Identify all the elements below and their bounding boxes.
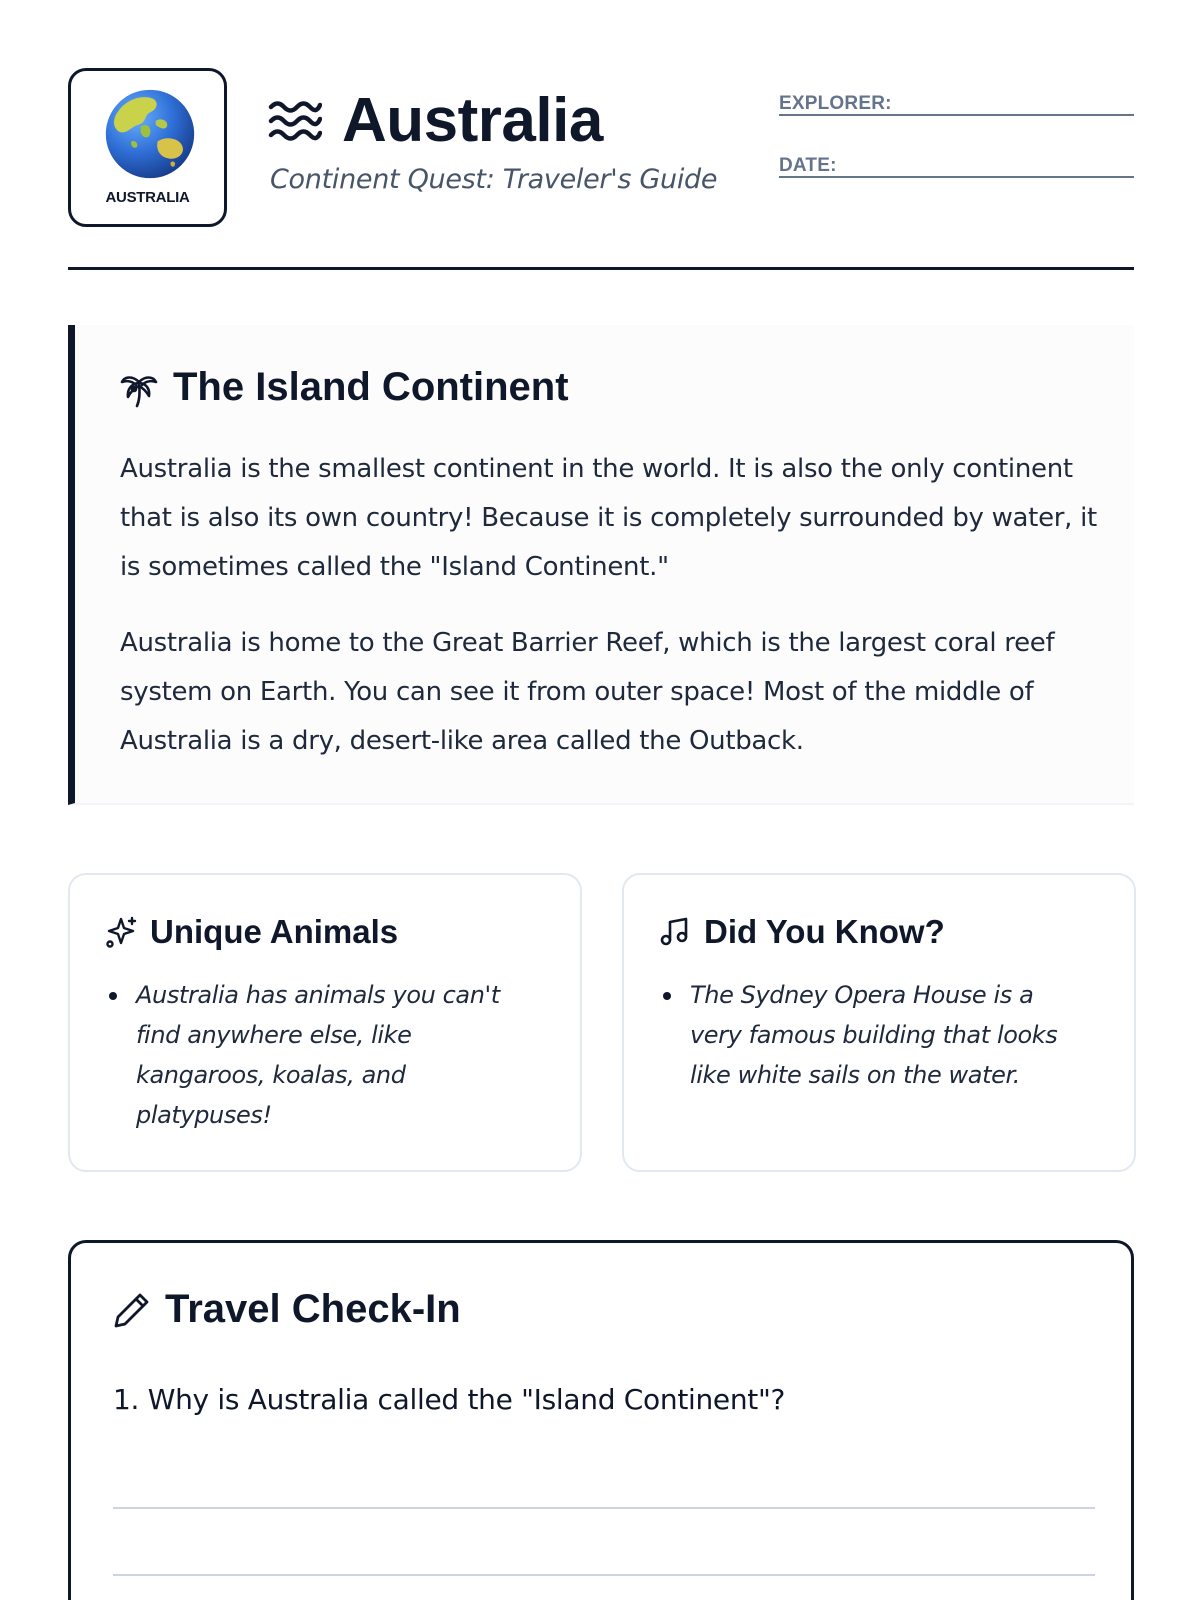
intro-paragraph-2: Australia is home to the Great Barrier Reef, which is the largest coral reef system on Earth. You can see it from outer space! Most of the middle of Australia is a dry, desert-like area called the Outback. xyxy=(120,628,1055,756)
badge-label: AUSTRALIA xyxy=(105,189,190,206)
page-title: Australia xyxy=(342,86,603,155)
card-heading xyxy=(658,913,945,951)
sparkles-icon xyxy=(104,915,138,949)
explorer-field[interactable] xyxy=(779,80,1134,116)
pencil-icon xyxy=(113,1291,151,1329)
card-title: Unique Animals xyxy=(150,913,399,950)
page-subtitle: Continent Quest: Traveler's Guide xyxy=(270,164,718,195)
card-list xyxy=(136,975,536,1135)
travel-checkin-section xyxy=(68,1240,1134,1600)
card-list xyxy=(690,975,1090,1095)
list-item: Australia has animals you can't find anywhere else, like kangaroos, koalas, and platypuses! xyxy=(136,975,536,1135)
globe-icon xyxy=(103,87,197,181)
intro-section xyxy=(68,325,1134,805)
answer-line[interactable] xyxy=(113,1574,1095,1576)
intro-paragraph-1: Australia is the smallest continent in the world. It is also the only continent that is also its own country! Because it is completely surrounded by water, it is sometimes called the "Island Continent." xyxy=(120,454,1097,582)
title-row xyxy=(268,84,603,158)
card-unique-animals xyxy=(68,873,582,1172)
intro-heading xyxy=(119,365,569,410)
checkin-heading xyxy=(113,1287,461,1332)
page-header xyxy=(68,68,1134,228)
card-heading xyxy=(104,913,398,951)
intro-title: The Island Continent xyxy=(173,365,569,409)
card-title: Did You Know? xyxy=(704,913,945,950)
date-field[interactable] xyxy=(779,142,1134,178)
continent-badge xyxy=(68,68,227,227)
question-1: 1. Why is Australia called the "Island Continent"? xyxy=(113,1383,786,1416)
header-divider xyxy=(68,267,1134,270)
explorer-label: EXPLORER: xyxy=(779,93,892,114)
checkin-title: Travel Check-In xyxy=(165,1287,461,1331)
card-did-you-know xyxy=(622,873,1136,1172)
date-label: DATE: xyxy=(779,155,837,176)
palm-tree-icon xyxy=(119,368,159,408)
answer-line[interactable] xyxy=(113,1507,1095,1509)
music-note-icon xyxy=(658,915,692,949)
waves-icon xyxy=(268,98,322,144)
list-item: The Sydney Opera House is a very famous building that looks like white sails on the water. xyxy=(690,975,1090,1095)
